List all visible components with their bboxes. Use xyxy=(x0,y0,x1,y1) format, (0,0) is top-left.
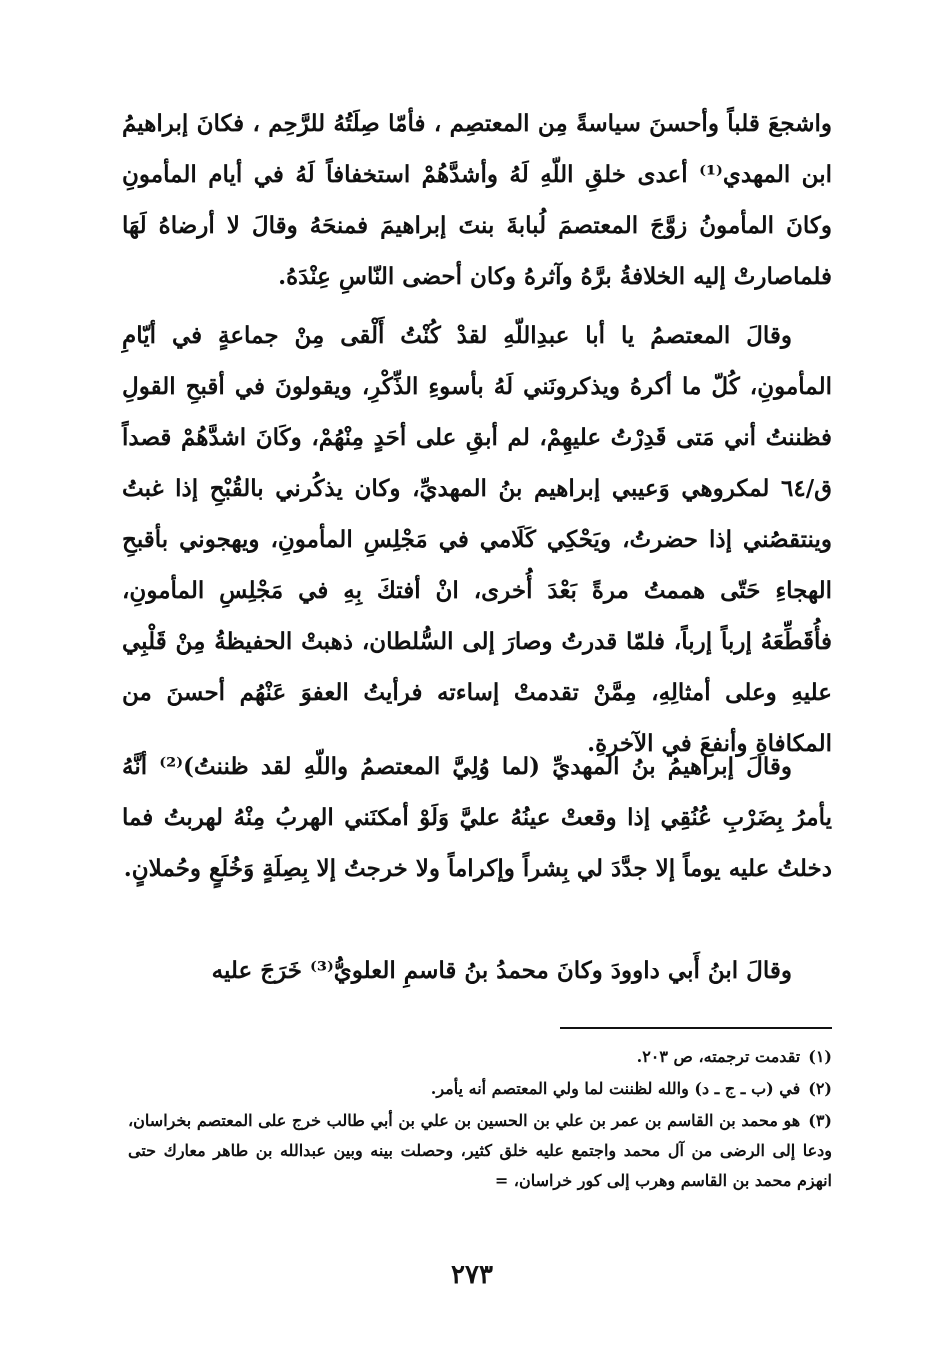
footnote-item xyxy=(128,1074,832,1104)
footnotes-section xyxy=(128,1042,832,1198)
footnote-number: (١) xyxy=(808,1047,832,1066)
footnote-number: (٢) xyxy=(808,1079,832,1098)
page-number: ٢٧٣ xyxy=(451,1260,493,1290)
body-paragraph xyxy=(122,945,832,996)
body-paragraph xyxy=(122,310,832,769)
body-paragraph xyxy=(122,98,832,302)
paragraph-text: وقالَ ابنُ أَبي داوودَ وكانَ محمدُ بنُ قاسمِ العلويُّ⁽³⁾ خَرَجَ عليه xyxy=(211,957,792,984)
paragraph-text: وقالَ المعتصمُ يا أبا عبدِاللّهِ لقدْ كُنْتُ أَلْقى مِنْ جماعةٍ في أيّامِ المأمونِ، كُلّ ما أكرهُ ويذكرونَني لَهُ بأسوءِ الذِّكْرِ، ويقولونَ في أقبحِ القولِ فظننتُ أني مَتى قَدِرْتُ عليهِمْ، لم أبقِ على أحَدٍ مِنْهُمْ، وكَانَ اشدَّهُمْ قصداً ق/٦٤ لمكروهي وَعيبي إبراهيم بنُ المهديِّ، وكان يذكُرني بالقُبْحِ إذا غبتُ وينتقصُني إذا حضرتُ، ويَحْكِي كَلَامي في مَجْلِسِ المأمونِ، ويهجوني بأقبحِ الهجاءِ حَتّى هممتُ مرةً بَعْدَ أُخرى، انْ أفتكَ بِهِ في مَجْلِسِ المأمونِ، فأُقَطِّعَهُ إرباً إرباً، فلمّا قدرتُ وصارَ إلى السُّلطان، ذهبتْ الحفيظةُ مِنْ قَلْبِي عليهِ وعلى أمثالِهِ، مِمَّنْ تقدمتْ إساءته فرأيتُ العفوَ عَنْهُم أحسنَ من المكافاةِ وأنفعَ في الآخرةِ. xyxy=(122,322,832,757)
body-paragraph xyxy=(122,741,832,894)
footnote-item xyxy=(128,1042,832,1072)
footnote-text: في (ب ـ ج ـ د) والله لظننت لما ولي المعتصم أنه يأمر. xyxy=(430,1079,801,1098)
paragraph-text: واشجعَ قلباً وأحسنَ سياسةً مِن المعتصِم ، فأمّا صِلَتُهُ للرَّحِم ، فكانَ إبراهيمُ ابن المهدي⁽¹⁾ أعدى خلقِ اللّهِ لَهُ وأشدَّهُمْ استخفافاً لَهُ في أيام المأمونِ وكانَ المأمونُ زوَّجَ المعتصمَ لُبابةَ بنتَ إبراهيمَ فمنحَهُ وقالَ لا أرضاهُ لَهَا فلماصارتْ إليه الخلافةُ برَّهُ وآثرهُ وكان أحضى النّاسِ عِنْدَهُ. xyxy=(122,110,832,290)
footnote-divider xyxy=(560,1027,832,1029)
footnote-number: (٣) xyxy=(808,1111,832,1130)
footnote-item xyxy=(128,1106,832,1196)
footnote-text: هو محمد بن القاسم بن عمر بن علي بن الحسين بن علي بن أبي طالب خرج على المعتصم بخراسان، ودعا إلى الرضى من آل محمد واجتمع عليه خلق كثير، وحصلت بينه وبين عبدالله بن طاهر معارك حتى انهزم محمد بن القاسم وهرب إلى كور خراسان، = xyxy=(128,1111,833,1190)
footnote-text: تقدمت ترجمته، ص ٢٠٣. xyxy=(636,1047,801,1066)
paragraph-text: وقالَ إبراهيمُ بنُ المهديِّ (لما وُلِيَّ المعتصمُ واللّهِ لقد ظننتُ)⁽²⁾ أنَّهُ يأمرُ بِضَرْبِ عُنُقِي إذا وقعتْ عينُهُ عليَّ وَلَوْ أمكنَني الهربُ مِنْهُ لهربتُ فما دخلتُ عليه يوماً إلا جدَّدَ لي بِشراً وإكراماً ولا خرجتُ إلا بِصِلَةٍ وَخُلَعٍ وحُملانٍ. xyxy=(122,753,832,882)
